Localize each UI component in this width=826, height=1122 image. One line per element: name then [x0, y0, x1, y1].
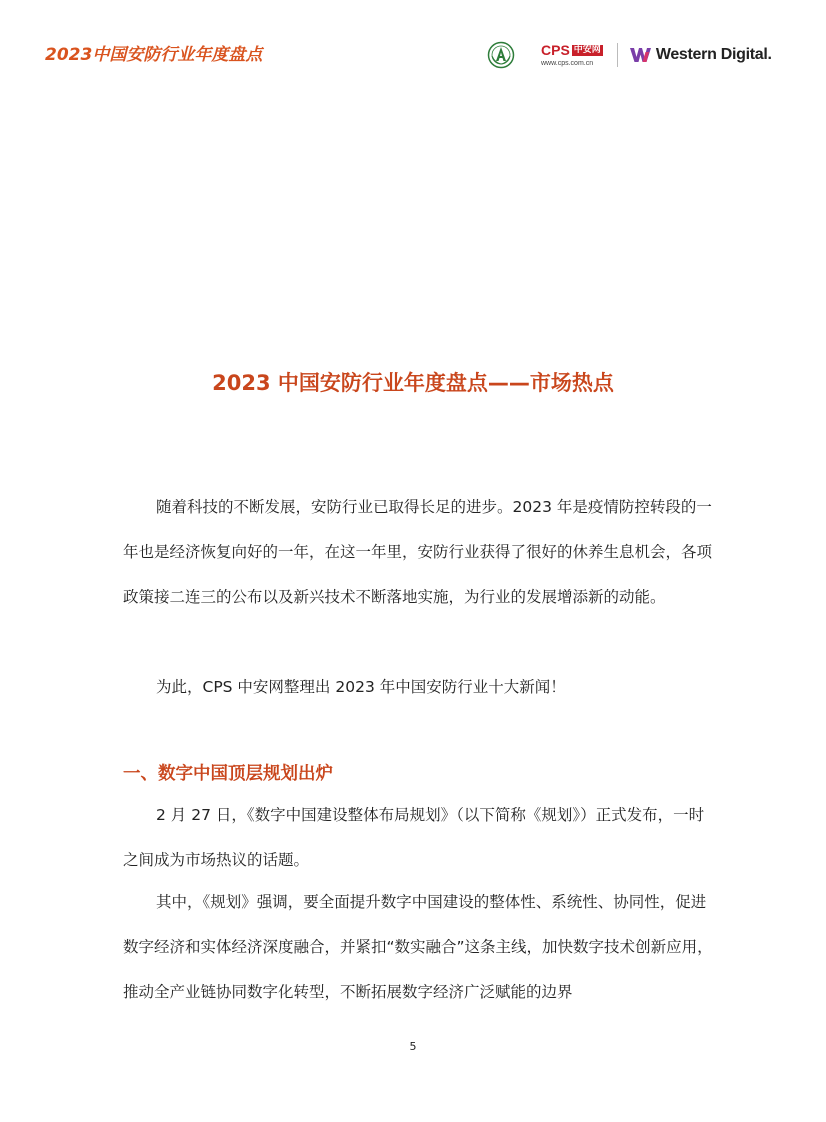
cps-logo-letters: CPS [541, 42, 570, 58]
header-title: 2023中国安防行业年度盘点 [45, 45, 263, 65]
section-paragraph: 其中，《规划》强调，要全面提升数字中国建设的整体性、系统性、协同性，促进数字经济和实体经济深度融合，并紧扣“数实融合”这条主线，加快数字技术创新应用，推动全产业链协同数字化转型，不断拓展数字经济广泛赋能的边界 [123, 893, 713, 1001]
section-paragraph: 2 月 27 日，《数字中国建设整体布局规划》（以下简称《规划》）正式发布，一时之间成为市场热议的话题。 [123, 806, 705, 869]
wd-logo-text: Western Digital. [655, 46, 772, 63]
logo-divider [617, 43, 618, 67]
cps-logo-url: www.cps.com.cn [541, 60, 594, 67]
wd-logo-icon [630, 48, 652, 62]
header-logos [487, 40, 772, 70]
document-title: 2023 中国安防行业年度盘点——市场热点 [212, 371, 614, 395]
cps-logo [541, 43, 603, 67]
western-digital-logo [630, 46, 772, 64]
section-heading: 一、数字中国顶层规划出炉 [123, 764, 333, 784]
intro-paragraph: 为此，CPS 中安网整理出 2023 年中国安防行业十大新闻！ [156, 678, 566, 696]
emblem-icon [487, 41, 515, 69]
intro-paragraph: 随着科技的不断发展，安防行业已取得长足的进步。2023 年是疫情防控转段的一年也是经济恢复向好的一年，在这一年里，安防行业获得了很好的休养生息机会，各项政策接二连三的公布以及新兴技术不断落地实施，为行业的发展增添新的动能。 [123, 498, 713, 606]
cps-logo-chinese: 中安网 [573, 44, 601, 55]
page-number: 5 [409, 1040, 417, 1053]
